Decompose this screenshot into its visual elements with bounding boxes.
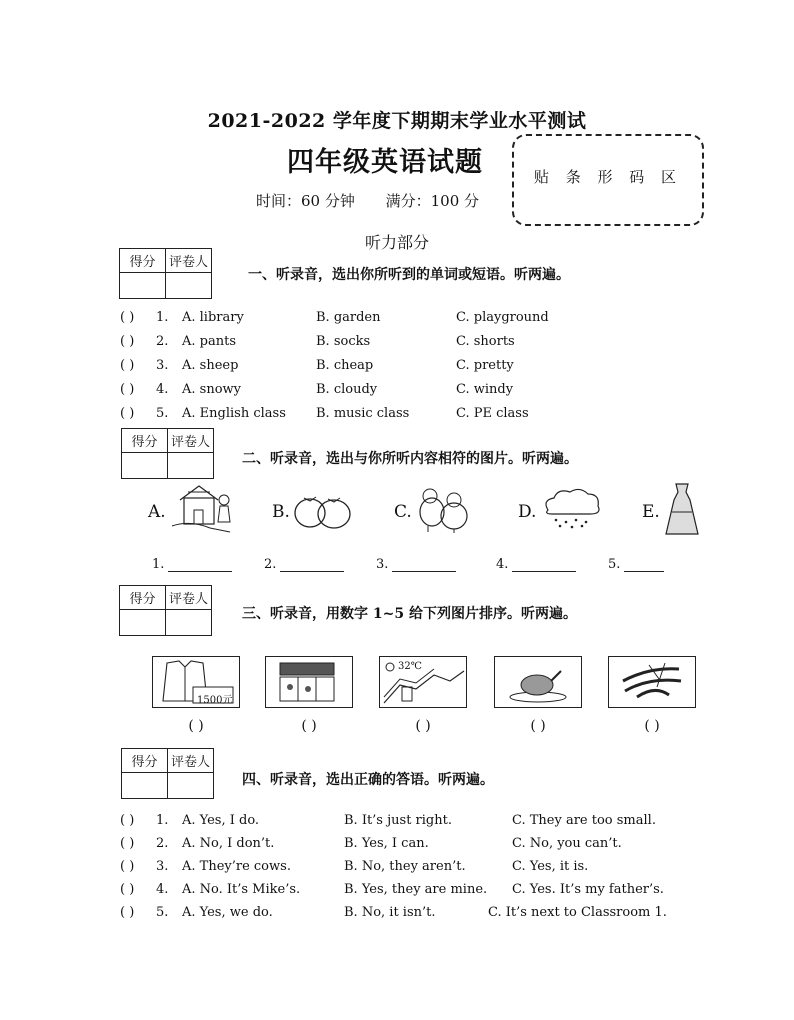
score-box-1	[119, 248, 212, 299]
option-b: B. cheap	[316, 358, 374, 373]
score-cell[interactable]	[120, 610, 166, 636]
great-wall-icon	[380, 657, 466, 707]
picture-label-a: A.	[148, 502, 166, 522]
question-number: 4.	[156, 882, 169, 897]
picture-coat	[152, 656, 240, 708]
score-cell[interactable]	[122, 453, 168, 479]
section1-title: 一、听录音，选出你所听到的单词或短语。听两遍。	[248, 267, 570, 283]
grader-cell[interactable]	[168, 453, 214, 479]
score-cell[interactable]	[122, 773, 168, 799]
section2-title: 二、听录音，选出与你所听内容相符的图片。听两遍。	[242, 451, 578, 467]
option-c: C. windy	[456, 382, 514, 397]
order-blank-3[interactable]: ( )	[415, 718, 431, 734]
option-b: B. No, they aren’t.	[344, 859, 466, 874]
option-b: B. It’s just right.	[344, 813, 452, 828]
question-number: 5.	[156, 406, 169, 421]
question-number: 3.	[156, 859, 169, 874]
blank-3[interactable]: 3.	[376, 557, 456, 572]
score-label: 得分	[120, 249, 166, 273]
rain-cloud-icon	[540, 486, 604, 530]
exam-full-score: 满分：100 分	[385, 192, 480, 210]
option-b: B. music class	[316, 406, 410, 421]
option-c: C. Yes, it is.	[512, 859, 589, 874]
answer-paren[interactable]: ( )	[120, 905, 135, 920]
blank-5[interactable]: 5.	[608, 557, 664, 572]
grader-label: 评卷人	[166, 586, 212, 610]
option-a: A. They’re cows.	[182, 859, 291, 874]
barcode-area	[512, 134, 704, 226]
grader-cell[interactable]	[166, 610, 212, 636]
option-a: A. sheep	[182, 358, 239, 373]
order-blank-1[interactable]: ( )	[188, 718, 204, 734]
section3-title: 三、听录音，用数字 1~5 给下列图片排序。听两遍。	[242, 606, 577, 622]
grader-label: 评卷人	[166, 249, 212, 273]
answer-paren[interactable]: ( )	[120, 882, 135, 897]
answer-paren[interactable]: ( )	[120, 310, 135, 325]
option-c: C. pretty	[456, 358, 514, 373]
option-c: C. They are too small.	[512, 813, 656, 828]
exam-meta	[256, 190, 505, 211]
question-number: 4.	[156, 382, 169, 397]
score-label: 得分	[122, 429, 168, 453]
option-b: B. Yes, I can.	[344, 836, 429, 851]
answer-paren[interactable]: ( )	[120, 358, 135, 373]
answer-paren[interactable]: ( )	[120, 836, 135, 851]
order-blank-4[interactable]: ( )	[530, 718, 546, 734]
question-number: 1.	[156, 813, 169, 828]
section4-title: 四、听录音，选出正确的答语。听两遍。	[242, 772, 494, 788]
score-cell[interactable]	[120, 273, 166, 299]
beans-icon	[609, 657, 695, 707]
question-number: 2.	[156, 334, 169, 349]
blank-1[interactable]: 1.	[152, 557, 232, 572]
option-c: C. PE class	[456, 406, 529, 421]
answer-paren[interactable]: ( )	[120, 406, 135, 421]
chickens-icon	[416, 484, 472, 534]
option-b: B. Yes, they are mine.	[344, 882, 488, 897]
temperature-label: 32℃	[398, 661, 422, 672]
kitchen-icon	[266, 657, 352, 707]
answer-paren[interactable]: ( )	[120, 813, 135, 828]
picture-beans	[608, 656, 696, 708]
roast-chicken-icon	[495, 657, 581, 707]
picture-label-c: C.	[394, 502, 412, 522]
option-b: B. No, it isn’t.	[344, 905, 436, 920]
score-box-4	[121, 748, 214, 799]
question-number: 3.	[156, 358, 169, 373]
score-label: 得分	[120, 586, 166, 610]
grader-cell[interactable]	[168, 773, 214, 799]
option-a: A. No. It’s Mike’s.	[182, 882, 301, 897]
house-girl-icon	[170, 482, 242, 538]
order-blank-2[interactable]: ( )	[301, 718, 317, 734]
blank-4[interactable]: 4.	[496, 557, 576, 572]
grader-cell[interactable]	[166, 273, 212, 299]
question-number: 5.	[156, 905, 169, 920]
score-box-2	[121, 428, 214, 479]
price-tag: 1500元	[197, 695, 233, 706]
score-label: 得分	[122, 749, 168, 773]
picture-label-e: E.	[642, 502, 660, 522]
option-c: C. playground	[456, 310, 549, 325]
option-a: A. pants	[182, 334, 236, 349]
option-c: C. No, you can’t.	[512, 836, 622, 851]
exam-time: 时间：60 分钟	[256, 192, 355, 210]
exam-subtitle: 四年级英语试题	[287, 147, 483, 178]
option-c: C. It’s next to Classroom 1.	[488, 905, 667, 920]
option-b: B. garden	[316, 310, 381, 325]
barcode-label: 贴 条 形 码 区	[533, 168, 683, 186]
answer-paren[interactable]: ( )	[120, 382, 135, 397]
picture-roast-chicken	[494, 656, 582, 708]
option-c: C. Yes. It’s my father’s.	[512, 882, 664, 897]
option-b: B. cloudy	[316, 382, 378, 397]
answer-paren[interactable]: ( )	[120, 859, 135, 874]
option-b: B. socks	[316, 334, 371, 349]
option-a: A. library	[182, 310, 244, 325]
grader-label: 评卷人	[168, 429, 214, 453]
question-number: 1.	[156, 310, 169, 325]
blank-2[interactable]: 2.	[264, 557, 344, 572]
question-number: 2.	[156, 836, 169, 851]
picture-kitchen	[265, 656, 353, 708]
picture-label-d: D.	[518, 502, 537, 522]
exam-title: 2021-2022 学年度下期期末学业水平测试	[207, 110, 587, 132]
answer-paren[interactable]: ( )	[120, 334, 135, 349]
score-box-3	[119, 585, 212, 636]
option-a: A. Yes, we do.	[182, 905, 273, 920]
option-a: A. snowy	[182, 382, 241, 397]
order-blank-5[interactable]: ( )	[644, 718, 660, 734]
tomatoes-icon	[292, 490, 354, 530]
dress-icon	[664, 482, 700, 538]
option-c: C. shorts	[456, 334, 515, 349]
listening-section-label: 听力部分	[364, 233, 429, 252]
picture-label-b: B.	[272, 502, 290, 522]
picture-great-wall	[379, 656, 467, 708]
option-a: A. Yes, I do.	[182, 813, 260, 828]
grader-label: 评卷人	[168, 749, 214, 773]
option-a: A. English class	[182, 406, 286, 421]
option-a: A. No, I don’t.	[182, 836, 275, 851]
